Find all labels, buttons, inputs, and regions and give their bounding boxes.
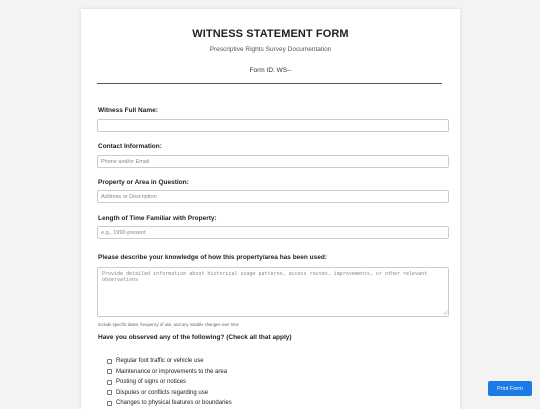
- checkbox-label: Maintenance or improvements to the area: [116, 368, 228, 375]
- checkbox[interactable]: [107, 390, 112, 395]
- checkbox-item[interactable]: [107, 367, 232, 378]
- form-title: WITNESS STATEMENT FORM: [192, 28, 349, 40]
- checkbox-label: Posting of signs or notices: [116, 379, 187, 386]
- form-id: Form ID: WS--: [249, 67, 292, 74]
- witness-name-label: Witness Full Name:: [98, 107, 158, 114]
- print-form-button[interactable]: Print Form: [488, 381, 532, 396]
- checkbox-item[interactable]: [107, 377, 232, 388]
- checkbox[interactable]: [107, 380, 112, 385]
- checkbox-label: Disputes or conflicts regarding use: [116, 389, 209, 396]
- contact-label: Contact Information:: [98, 143, 162, 150]
- length-familiar-label: Length of Time Familiar with Property:: [98, 215, 217, 222]
- checkbox-item[interactable]: [107, 388, 232, 399]
- knowledge-hint: Include specific dates, frequency of use, and any notable changes over time: [98, 322, 239, 327]
- observations-label: Have you observed any of the following? (Check all that apply): [98, 334, 292, 341]
- checkbox-item[interactable]: [107, 356, 232, 367]
- knowledge-label: Please describe your knowledge of how this property/area has been used:: [98, 254, 328, 261]
- resize-grip-icon[interactable]: [443, 310, 448, 315]
- checkbox-label: Changes to physical features or boundaries: [116, 400, 232, 407]
- checkbox[interactable]: [107, 359, 112, 364]
- knowledge-textarea[interactable]: [97, 267, 449, 317]
- checkbox[interactable]: [107, 369, 112, 374]
- observations-checklist: [107, 356, 232, 409]
- form-subtitle: Prescriptive Rights Survey Documentation: [209, 46, 332, 53]
- checkbox-item[interactable]: [107, 398, 232, 409]
- checkbox[interactable]: [107, 401, 112, 406]
- property-label: Property or Area in Question:: [98, 179, 189, 186]
- checkbox-label: Regular foot traffic or vehicle use: [116, 358, 204, 365]
